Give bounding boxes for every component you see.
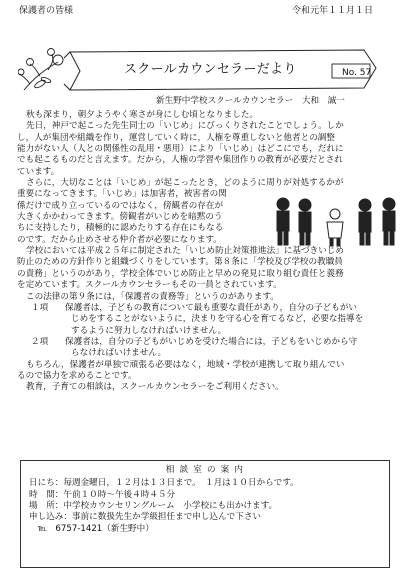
paragraph-cooperation: もちろん，保護者が単独で頑張る必要はなく，地域・学校が連携して取り組んでい るので協力を求めることです。 (17, 359, 345, 381)
newsletter-title: スクールカウンセラーだより (124, 62, 297, 77)
notice-dates: 日にち：毎週金曜日，１２月は１３日まで。 １月は１０日からです。 (29, 478, 299, 489)
paragraph-bystanders: さらに，大切なことは「いじめ」が起こったとき，どのように周りが対処するかが 重要になってきます。「いじめ」は加害者，被害者の関 係だけで成り立っているのではなく，傍観者の存在が 大きくかかわってきます。傍観者がいじめを暗黙のう ちに支持したり，積極的に認めたりする存在にもなる のです。だから止めさせる仲介者が必要になります。 (17, 178, 344, 245)
article-body (17, 110, 405, 394)
issue-number: No. 57 (342, 68, 372, 78)
paragraph-article9: この法律の第９条には，「保護者の責務等」というのがあります。 (26, 291, 279, 302)
law-item-text: 保護者は，子どもの教育について最も重要な責任があり，自分の子どもがい じめをすることがないように，決まりを守る心を育てるなど，必要な指導を するように努力しなければいけません。 (65, 302, 364, 336)
header (0, 0, 420, 20)
issue-date: 令和元年１１月１日 (292, 6, 374, 16)
law-item-1 (17, 303, 405, 337)
newsletter-banner (18, 44, 382, 98)
law-item-number: １項 (31, 302, 49, 313)
consultation-room-notice (20, 460, 390, 568)
law-item-2 (17, 337, 405, 360)
notice-application: 申し込み：事前に数扱先生か学級担任まで申し込んで下さい (29, 512, 262, 523)
addressee: 保護者の皆様 (19, 6, 74, 16)
notice-place: 場 所：中学校カウンセリングルーム 小学校にも出かけます。 (29, 501, 278, 512)
students-illustration-icon (269, 192, 405, 250)
law-item-number: ２項 (31, 336, 49, 347)
paragraph-greeting: 秋も深まり，朝夕ようやく寒さが身にしむ頃となりました。 (26, 110, 259, 120)
notice-phone: ℡ 6757-1421（新生野中） (29, 523, 154, 534)
notice-hours: 時 間：午前１０時～午後４時４５分 (29, 489, 176, 500)
paragraph-bystanders-block (17, 178, 405, 246)
paragraph-incident: 先日，神戸で起こった先生同士の「いじめ」にびっくりされたことでしょう。しか し，人が集団や組織を作り，運営していく時に，人権を尊重しないと他者との調整 能力がない人（人との関係性の乱用・悪用）により「いじめ」はどこにでも，だれに でも起こるものだと言えます。だから，人権の学習や集団作りの教育が必要だとされ ています。 (17, 121, 344, 177)
flower-decoration-icon (18, 49, 63, 91)
law-item-text: 保護者は，自分の子どもがいじめを受けた場合には，子どもをいじめから守 らなければいけません。 (65, 336, 358, 359)
paragraph-consultation: 教育，子育ての相談は，スクールカウンセラーをご利用ください。 (26, 382, 284, 393)
notice-title: 相 談 室 の 案 内 (165, 465, 245, 475)
author-line: 新生野中学校スクールカウンセラー 大和 誠一 (156, 96, 345, 106)
paragraph-law: 学校においては平成２５年に制定された「いじめ防止対策推進法」に基づきいじめ 防止のための方針作りと組織づくりをしています。第８条に「学校及び学校の教職員 の責務」というのがあり，学校全体でいじめ防止と早めの発見に取り組む責任と義務 を定めています。スクールカウンセラーもその一員とされています。 (17, 246, 344, 291)
